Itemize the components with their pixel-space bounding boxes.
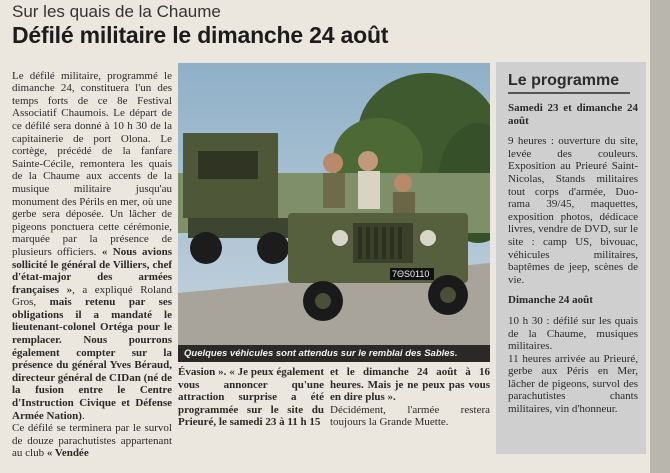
section-heading: Dimanche 24 août bbox=[508, 294, 593, 307]
quote-run: Évasion ». « Je peux également vous annoncer qu'une attraction surprise a été programmée sur le site du Prieuré, le samedi 23 à 11 h 15 bbox=[178, 366, 324, 429]
quote-run: mais retenu par ses obligations il a mandaté le lieutenant-colonel Ortéga pour le remplacer. Nous pourrons également compter sur la présence du général Yves Béraud, directeur général de CIDan (né de la fusion entre le Centre d'Instruction Civique et Défense Armée Nation) bbox=[12, 296, 173, 422]
article-headline: Défilé militaire le dimanche 24 août bbox=[12, 22, 389, 48]
article-kicker: Sur les quais de la Chaume bbox=[12, 2, 221, 21]
column-text bbox=[330, 366, 490, 429]
sidebar-body bbox=[496, 102, 646, 416]
program-sidebar bbox=[496, 62, 646, 454]
article-column-2 bbox=[178, 366, 324, 429]
text-run: . Ce défilé se terminera par le survol de douze parachutistes appartenant au club bbox=[12, 409, 172, 460]
quote-run: « Nous avions sollicité le général de Villiers, chef d'état-major des armées françaises » bbox=[12, 245, 172, 296]
column-text bbox=[12, 57, 172, 460]
text-run: Décidément, l'armée restera toujours la Grande Muette. bbox=[330, 403, 490, 429]
adjacent-page-edge bbox=[650, 0, 670, 473]
sidebar-title: Le programme bbox=[508, 72, 630, 94]
military-parade-photo bbox=[178, 63, 490, 362]
text-run: Le défilé militaire, programmé le dimanche 24, constituera l'un des temps forts de ce 8e Festival Associatif Chaumois. Le départ de ce défilé sera donné à 10 h 30 de la capitainerie de port Olona. Le cortège, précédé de la fanfare Sainte-Cécile, remontera les quais de la Chaume aux accents de la musique militaire jusqu'au monument des Périls en mer, où une gerbe sera déposée. Un lâcher de pigeons ponctuera cette cérémonie, marquée par la présence de plusieurs officiers. bbox=[12, 69, 172, 258]
article-column-1 bbox=[12, 57, 172, 460]
quote-run: et le dimanche 24 août à 16 heures. Mais je ne peux pas vous en dire plus ». bbox=[330, 366, 490, 404]
section-body: 10 h 30 : défilé sur les quais de la Chaume, musiques militaires. 11 heures arrivée au Prieuré, gerbe aux Péris en Mer, lâcher de pigeons, survol des parachutistes chants militaires, vin d'honneur. bbox=[508, 314, 638, 416]
quote-run: « Vendée bbox=[46, 447, 89, 460]
section-heading: Samedi 23 et dimanche 24 août bbox=[508, 102, 638, 127]
jeep-plate: 7ΘS0110 bbox=[392, 269, 430, 279]
text-run: , a expliqué Roland Gros, bbox=[12, 283, 172, 309]
article-column-3 bbox=[330, 366, 490, 429]
photo-caption: Quelques véhicules sont attendus sur le remblai des Sables. bbox=[178, 345, 490, 362]
jeep-photo-illustration bbox=[178, 63, 490, 362]
section-body: 9 heures : ouverture du site, levée des couleurs. Exposition au Prieuré Saint-Nicolas, Stands militaires tout corps d'armée, Duo-rama 39/45, maquettes, exposition photos, dédicace livres, vendre de DVD, sur le site : camp US, bivouac, véhicules militaires, baptêmes de jeep, scènes de vie. bbox=[508, 135, 638, 286]
column-text bbox=[178, 366, 324, 429]
